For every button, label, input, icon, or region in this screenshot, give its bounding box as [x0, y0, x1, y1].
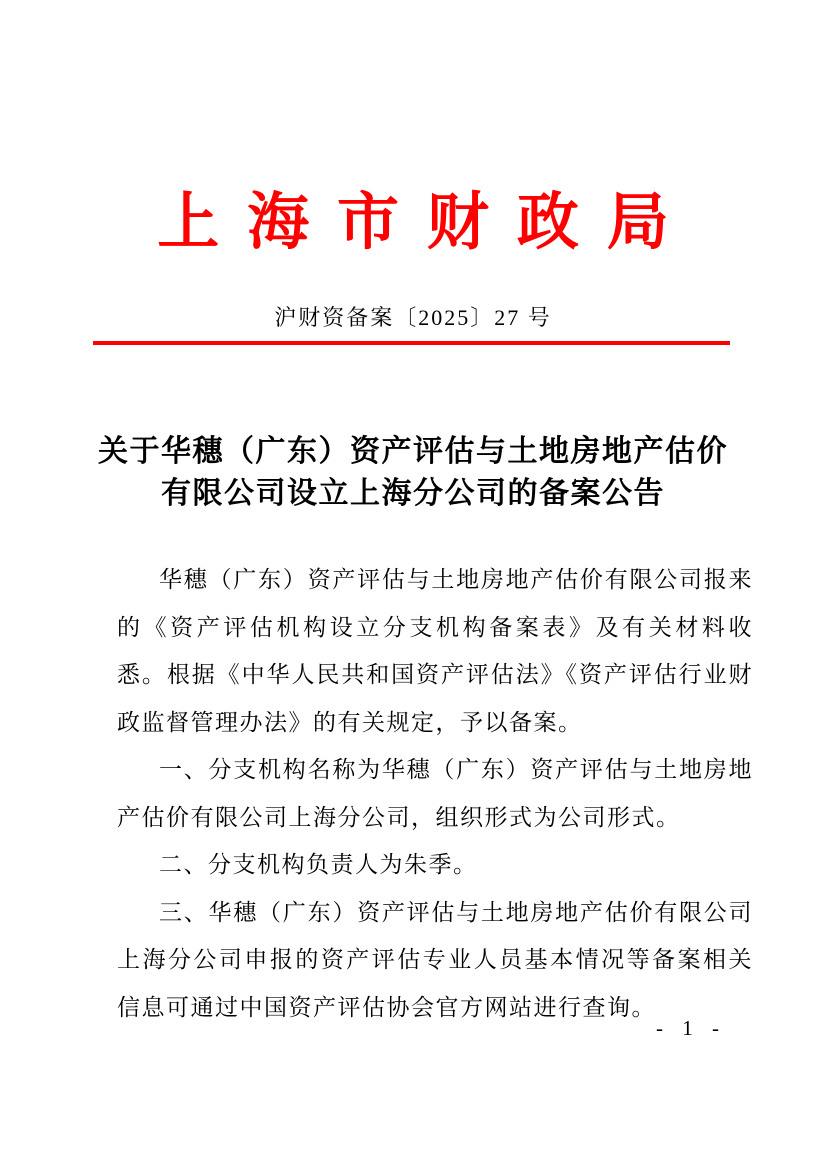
page-number: - 1 - [656, 1016, 726, 1040]
red-divider-line [93, 341, 730, 345]
document-body [117, 556, 753, 1031]
document-title-line-1: 关于华穗（广东）资产评估与土地房地产估价 [98, 435, 728, 468]
body-paragraph-item-3: 三、华穗（广东）资产评估与土地房地产估价有限公司上海分公司申报的资产评估专业人员基本情况等备案相关信息可通过中国资产评估协会官方网站进行查询。 [117, 899, 753, 1020]
document-title-line-2: 有限公司设立上海分公司的备案公告 [161, 477, 665, 510]
agency-name-header: 上海市财政局 [157, 189, 697, 257]
body-paragraph-intro: 华穗（广东）资产评估与土地房地产估价有限公司报来的《资产评估机构设立分支机构备案表》及有关材料收悉。根据《中华人民共和国资产评估法》《资产评估行业财政监督管理办法》的有关规定，予以备案。 [117, 567, 753, 735]
body-paragraph-item-1: 一、分支机构名称为华穗（广东）资产评估与土地房地产估价有限公司上海分公司，组织形式为公司形式。 [117, 757, 753, 830]
document-reference-number: 沪财资备案〔2025〕27 号 [274, 305, 552, 330]
body-paragraph-item-2: 二、分支机构负责人为朱季。 [159, 852, 478, 877]
document-title [0, 431, 826, 515]
